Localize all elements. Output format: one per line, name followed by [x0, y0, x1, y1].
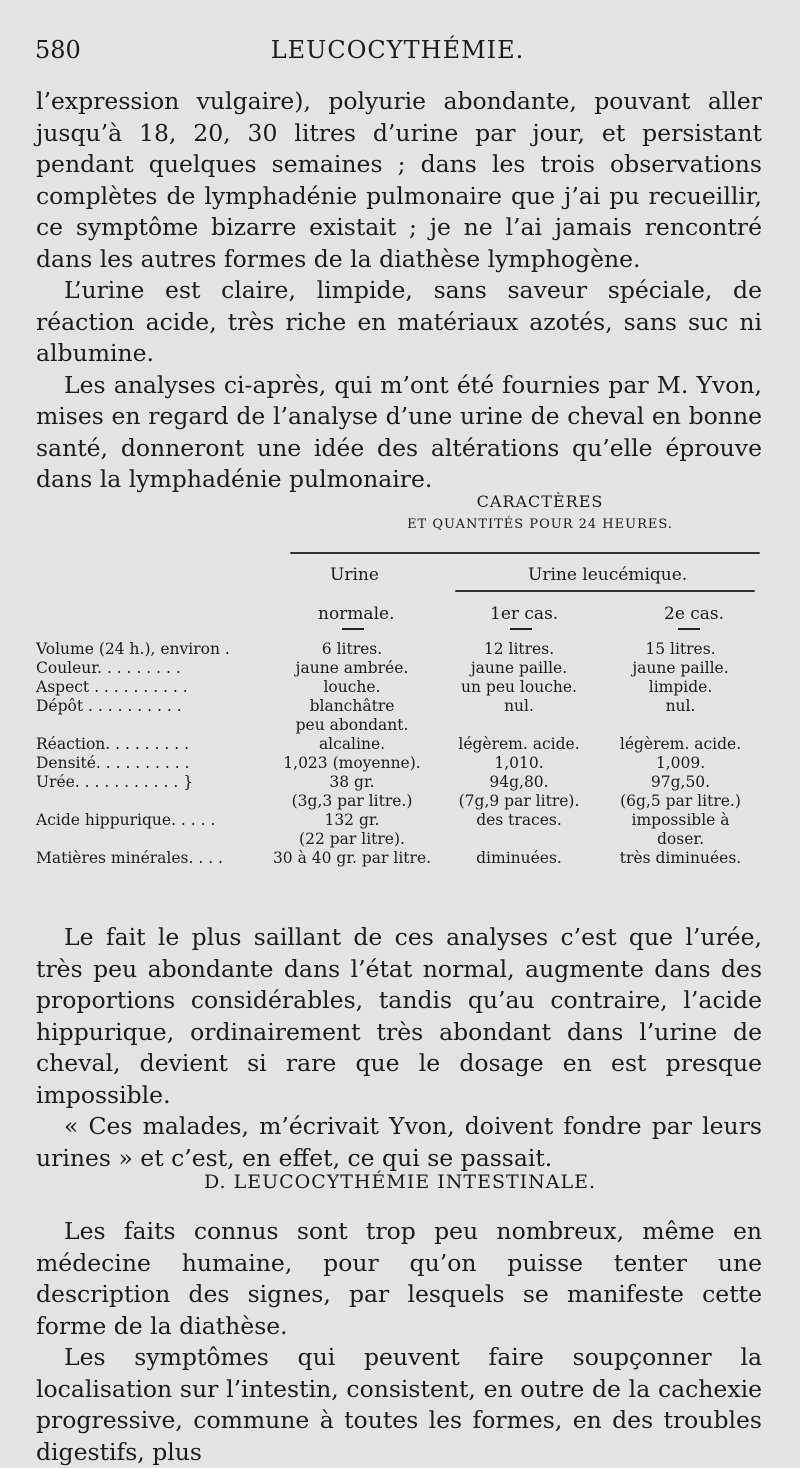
dash-normale: [342, 628, 364, 630]
cell-cas1: des traces.: [476, 811, 562, 829]
cell-cas2: 15 litres.: [645, 640, 716, 658]
cell-cas2: 97g,50.: [650, 773, 711, 791]
table-row: [36, 678, 761, 697]
table-row: [36, 773, 761, 792]
caption-title: CARACTÈRES: [476, 492, 604, 511]
cell-cas1: nul.: [504, 697, 534, 715]
col-head-cas1: 1er cas.: [490, 604, 559, 624]
table-row: [36, 697, 761, 716]
dash-cas1: [510, 628, 532, 630]
table-row: [36, 716, 761, 735]
table-row: [36, 849, 761, 868]
col-head-urine: Urine: [330, 565, 379, 585]
cell-cas1: [438, 830, 600, 849]
cell-cas1: [438, 716, 600, 735]
running-title: LEUCOCYTHÉMIE.: [270, 36, 525, 64]
paragraph-2: L’urine est claire, limpide, sans saveur spéciale, de réaction acide, très riche en matériaux azotés, sans suc ni albumine.: [36, 276, 762, 367]
row-label: Volume (24 h.), environ .: [36, 640, 230, 658]
row-label: Aspect . . . . . . . . . .: [36, 678, 188, 696]
paragraph-7: Les symptômes qui peuvent faire soupçonner la localisation sur l’intestin, consistent, en outre de la cachexie progressive, commune à toutes les formes, en des troubles digestifs, plus: [36, 1343, 762, 1466]
cell-normale: jaune ambrée.: [295, 659, 409, 677]
cell-cas1: diminuées.: [476, 849, 562, 867]
row-label: [36, 830, 266, 849]
row-label: Dépôt . . . . . . . . . .: [36, 697, 182, 715]
cell-cas2: (6g,5 par litre.): [620, 792, 741, 810]
paragraph-5: « Ces malades, m’écrivait Yvon, doivent fondre par leurs urines » et c’est, en effet, ce qui se passait.: [36, 1112, 762, 1172]
col-head-normale: normale.: [318, 604, 395, 624]
paragraph-1: l’expression vulgaire), polyurie abondante, pouvant aller jusqu’à 18, 20, 30 litres d’urine par jour, et persistant pendant quelques semaines ; dans les trois observations complètes de lymphadénie pulmonaire que j’ai pu recueillir, ce symptôme bizarre existait ; je ne l’ai jamais rencontré dans les autres formes de la diathèse lymphogène.: [36, 87, 762, 273]
paragraph-3: Les analyses ci-après, qui m’ont été fournies par M. Yvon, mises en regard de l’analyse d’une urine de cheval en bonne santé, donneront une idée des altérations qu’elle éprouve dans la lymphadénie pulmonaire.: [36, 370, 762, 493]
section-heading: D. LEUCOCYTHÉMIE INTESTINALE.: [203, 1171, 597, 1193]
dash-cas2: [678, 628, 700, 630]
cell-cas1: (7g,9 par litre).: [458, 792, 580, 810]
table-row: [36, 659, 761, 678]
cell-cas2: légèrem. acide.: [619, 735, 742, 753]
top-rule: [290, 552, 760, 554]
cell-cas2: [600, 716, 761, 735]
table-row: [36, 830, 761, 849]
cell-cas1: 1,010.: [494, 754, 544, 772]
page-number: 580: [35, 36, 81, 64]
table-caption: [380, 492, 700, 532]
row-label: Réaction. . . . . . . . .: [36, 735, 190, 753]
cell-normale: 6 litres.: [321, 640, 383, 658]
paragraph-4: Le fait le plus saillant de ces analyses c’est que l’urée, très peu abondante dans l’état normal, augmente dans des proportions considérables, tandis qu’au contraire, l’acide hippurique, ordinairement très abondant dans l’urine de cheval, devient si rare que le dosage en est presque impossible.: [36, 923, 762, 1109]
cell-cas1: jaune paille.: [470, 659, 568, 677]
col-head-leucemique: Urine leucémique.: [528, 565, 688, 585]
cell-cas1: un peu louche.: [461, 678, 577, 696]
cell-cas1: 94g,80.: [489, 773, 549, 791]
cell-cas2: 1,009.: [655, 754, 706, 772]
cell-cas1: légèrem. acide.: [458, 735, 580, 753]
intro-text: [36, 86, 762, 496]
cell-normale: alcaline.: [318, 735, 386, 753]
cell-normale: (22 par litre).: [299, 830, 405, 848]
page-header: [35, 30, 760, 66]
cell-cas2: impossible à: [631, 811, 730, 829]
cell-cas1: 12 litres.: [483, 640, 555, 658]
cell-normale: louche.: [323, 678, 381, 696]
cell-normale: (3g,3 par litre.): [291, 792, 413, 810]
sub-rule: [455, 590, 755, 592]
table-row: [36, 754, 761, 773]
row-label: [36, 716, 266, 735]
cell-normale: 38 gr.: [329, 773, 375, 791]
cell-cas2: nul.: [665, 697, 696, 715]
paragraph-6: Les faits connus sont trop peu nombreux, même en médecine humaine, pour qu’on puisse tenter une description des signes, par lesquels se manifeste cette forme de la diathèse.: [36, 1217, 762, 1340]
cell-normale: 132 gr.: [324, 811, 380, 829]
row-label: Matières minérales. . . .: [36, 849, 223, 867]
row-label: Acide hippurique. . . . .: [36, 811, 216, 829]
cell-cas2: très diminuées.: [619, 849, 742, 867]
row-label: [36, 792, 266, 811]
table-row: [36, 811, 761, 830]
row-label: Densité. . . . . . . . . .: [36, 754, 190, 772]
cell-cas2: jaune paille.: [632, 659, 729, 677]
row-label: Couleur. . . . . . . . .: [36, 659, 181, 677]
table-row: [36, 640, 761, 659]
cell-cas2: limpide.: [648, 678, 713, 696]
after-text: [36, 922, 762, 1174]
cell-normale: 30 à 40 gr. par litre.: [272, 849, 432, 867]
col-head-cas2: 2e cas.: [664, 604, 725, 624]
table-row: [36, 792, 761, 811]
urine-analysis-table: [36, 640, 761, 868]
cell-cas2: doser.: [656, 830, 704, 848]
caption-subtitle: ET QUANTITÉS POUR 24 HEURES.: [407, 517, 673, 532]
table-row: [36, 735, 761, 754]
final-text: [36, 1216, 762, 1468]
row-label: Urée. . . . . . . . . . . }: [36, 773, 194, 791]
cell-normale: 1,023 (moyenne).: [283, 754, 421, 772]
cell-normale: peu abondant.: [295, 716, 409, 734]
cell-normale: blanchâtre: [309, 697, 395, 715]
